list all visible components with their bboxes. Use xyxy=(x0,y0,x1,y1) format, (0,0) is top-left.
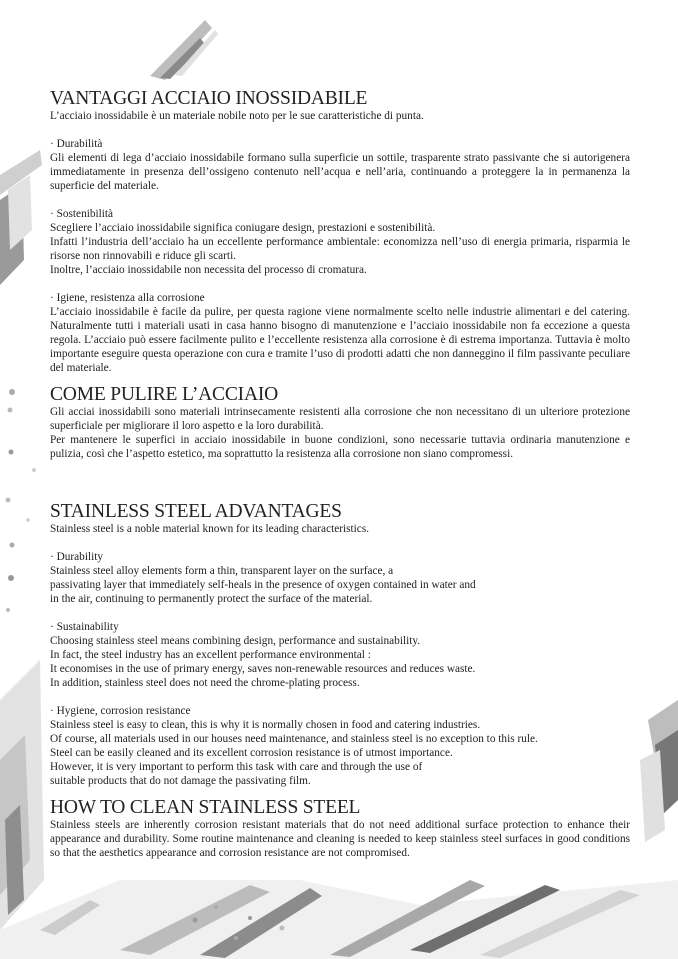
en-advantages-heading: STAINLESS STEEL ADVANTAGES xyxy=(50,501,342,522)
it-durability-text: Gli elementi di lega d’acciaio inossidabile formano sulla superficie un sottile, trasparente strato passivante che si autorigenera immediatamente in presenza dell’ossigeno contenuto nell’acqua e nell’aria, continuando a proteggere la in permanenza la superficie del materiale. xyxy=(50,152,630,192)
it-sustainability-text: Scegliere l’acciaio inossidabile significa coniugare design, prestazioni e sostenibilità. Infatti l’industria dell’acciaio ha un eccellente performance ambientale: economizza nell’uso di energia primaria, risparmia le risorse non rinnovabili e riduce gli scarti. Inoltre, l’acciaio inossidabile non necessita del processo di cromatura. xyxy=(50,222,630,276)
en-durability-text: Stainless steel alloy elements form a thin, transparent layer on the surface, a passivating layer that immediately self-heals in the presence of oxygen contained in water and in the air, continuing to permanently protect the surface of the material. xyxy=(50,565,476,605)
en-advantages-intro: Stainless steel is a noble material known for its leading characteristics. xyxy=(50,523,370,535)
en-cleaning-text: Stainless steels are inherently corrosion resistant materials that do not need additional surface protection to enhance their appearance and durability. Some routine maintenance and cleaning is needed to keep stainless steel surfaces in good conditions so that the aesthetics appearance and corrosion resistance are not compromised. xyxy=(50,819,630,859)
it-advantages-section xyxy=(50,88,630,375)
en-durability-title: · Durability xyxy=(50,551,104,563)
it-advantages-heading: VANTAGGI ACCIAIO INOSSIDABILE xyxy=(50,88,368,109)
en-cleaning-heading: HOW TO CLEAN STAINLESS STEEL xyxy=(50,797,361,818)
document-body xyxy=(50,88,630,860)
en-sustainability-title: · Sustainability xyxy=(50,621,119,633)
en-hygiene-title: · Hygiene, corrosion resistance xyxy=(50,705,191,717)
en-advantages-section xyxy=(50,501,630,788)
it-cleaning-section xyxy=(50,384,630,461)
it-durability-title: · Durabilità xyxy=(50,138,103,150)
it-hygiene-title: · Igiene, resistenza alla corrosione xyxy=(50,292,205,304)
en-hygiene-text: Stainless steel is easy to clean, this is why it is normally chosen in food and catering industries. Of course, all materials used in our houses need maintenance, and stainless steel is no exception to this rule. Steel can be easily cleaned and its excellent corrosion resistance is of utmost importance. However, it is very important to perform this task with care and through the use of suitable products that do not damage the passivating film. xyxy=(50,719,538,787)
it-cleaning-heading: COME PULIRE L’ACCIAIO xyxy=(50,384,279,405)
it-hygiene-text: L’acciaio inossidabile è facile da pulire, per questa ragione viene normalmente scelto nelle industrie alimentari e del catering. Naturalmente tutti i materiali usati in casa hanno bisogno di manutenzione e l’acciaio inossidabile non fa eccezione a questa regola. L’acciaio può essere facilmente pulito e l’eccellente resistenza alla corrosione è di estrema importanza. Tuttavia è molto importante eseguire questa operazione con cura e tramite l’uso di prodotti adatti che non danneggino il film passivante peculiare del materiale. xyxy=(50,306,630,374)
en-sustainability-text: Choosing stainless steel means combining design, performance and sustainability. In fact, the steel industry has an excellent performance environmental : It economises in the use of primary energy, saves non-renewable resources and reduces waste. In addition, stainless steel does not need the chrome-plating process. xyxy=(50,635,476,689)
it-cleaning-text: Gli acciai inossidabili sono materiali intrinsecamente resistenti alla corrosione che non necessitano di un ulteriore protezione superficiale per migliorare il loro aspetto e la loro durabilità. Per mantenere le superfici in acciaio inossidabile in buone condizioni, sono necessarie tuttavia ordinaria manutenzione e pulizia, così che l’aspetto estetico, ma soprattutto la resistenza alla corrosione non siano compromessi. xyxy=(50,406,630,460)
en-cleaning-section xyxy=(50,797,630,860)
it-advantages-intro: L’acciaio inossidabile è un materiale nobile noto per le sue caratteristiche di punta. xyxy=(50,110,424,122)
it-sustainability-title: · Sostenibilità xyxy=(50,208,114,220)
